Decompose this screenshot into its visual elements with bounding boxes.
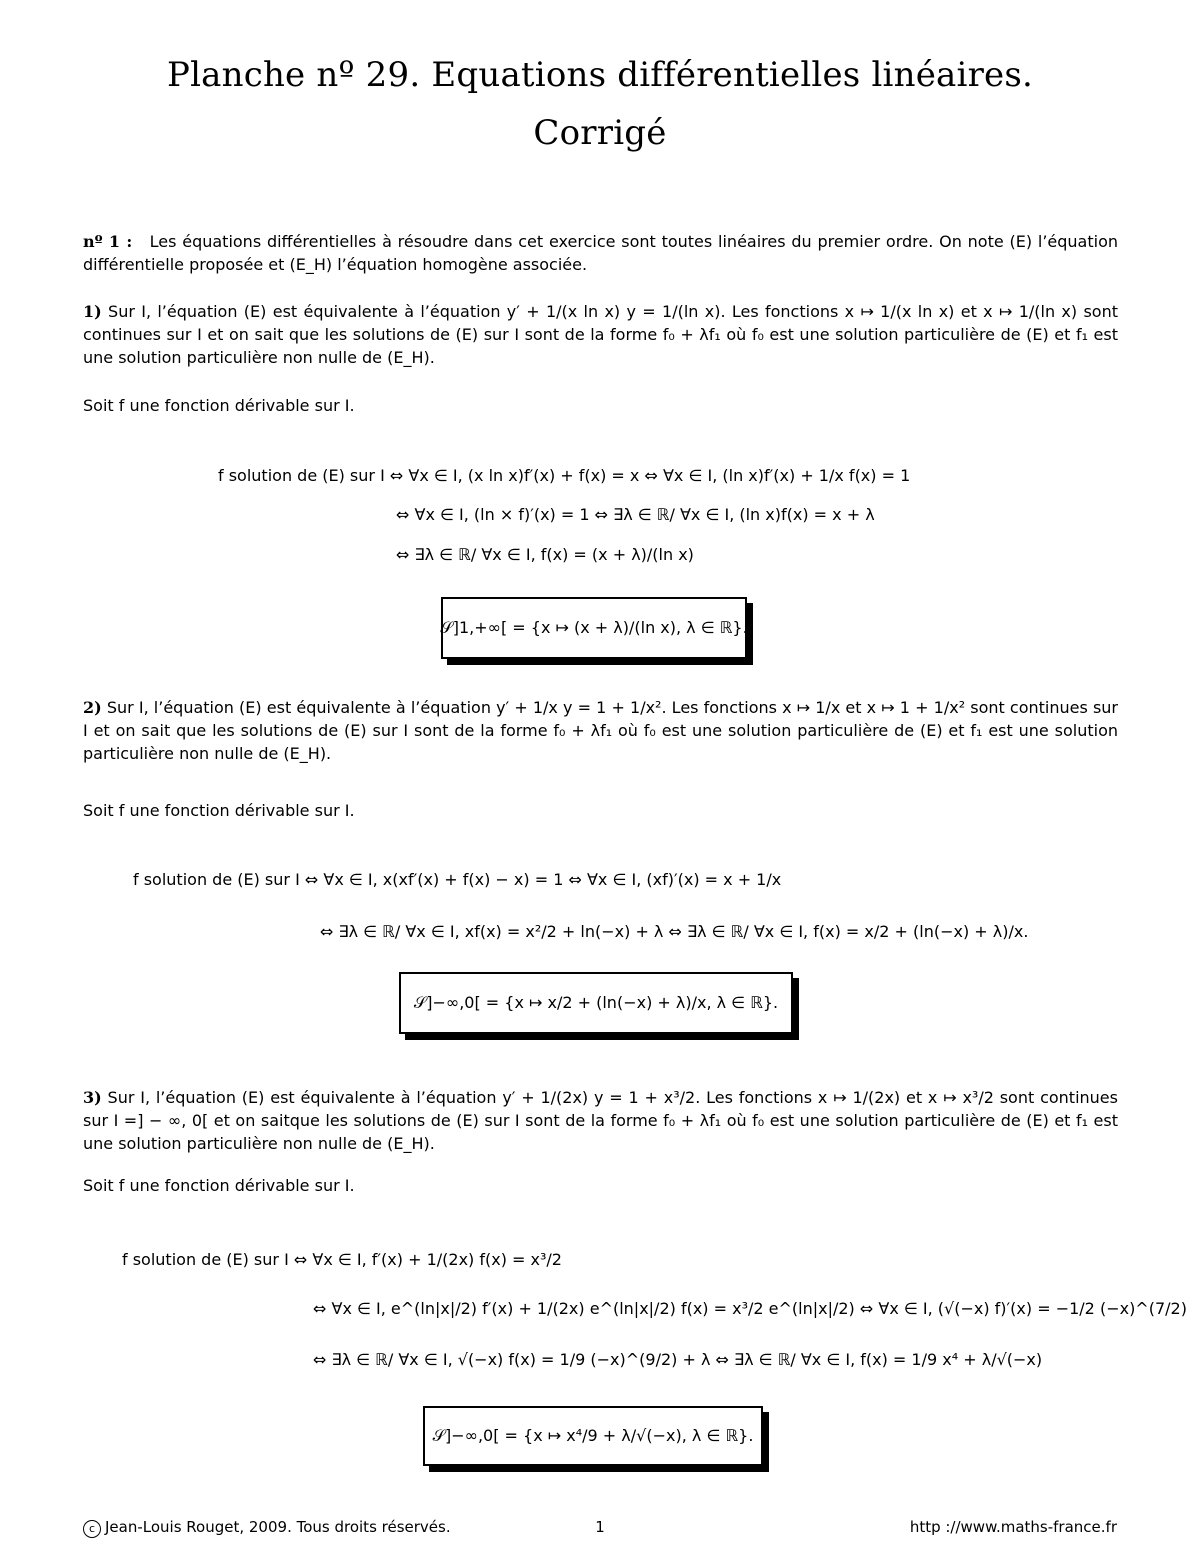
part2-paragraph [83,696,1118,765]
part3-equation-3: ⇔ ∃λ ∈ ℝ/ ∀x ∈ I, √(−x) f(x) = 1/9 (−x)^(9/2) + λ ⇔ ∃λ ∈ ℝ/ ∀x ∈ I, f(x) = 1/9 x⁴ + λ/√(−x) [313,1350,1043,1369]
part1-text: Sur I, l’équation (E) est équivalente à l’équation y′ + 1/(x ln x) y = 1/(ln x). Les fonctions x ↦ 1/(x ln x) et x ↦ 1/(ln x) sont continues sur I et on sait que les solutions de (E) sur I sont de la forme f₀ + λf₁ où f₀ est une solution particulière de (E) et f₁ est une solution particulière non nulle de (E_H). [83,302,1118,367]
exercise-number: nº 1 : [83,232,133,251]
part3-equation-2: ⇔ ∀x ∈ I, e^(ln|x|/2) f′(x) + 1/(2x) e^(ln|x|/2) f(x) = x³/2 e^(ln|x|/2) ⇔ ∀x ∈ I, (√(−x) f)′(x) = −1/2 (−x)^(7/2) [313,1299,1187,1318]
part3-paragraph [83,1086,1118,1155]
part1-boxed-text: 𝒮]1,+∞[ = {x ↦ (x + λ)/(ln x), λ ∈ ℝ}. [440,618,748,637]
intro-text: Les équations différentielles à résoudre dans cet exercice sont toutes linéaires du premier ordre. On note (E) l’équation différentielle proposée et (E_H) l’équation homogène associée. [83,232,1119,274]
part3-boxed-text: 𝒮]−∞,0[ = {x ↦ x⁴/9 + λ/√(−x), λ ∈ ℝ}. [432,1426,754,1445]
footer-copyright-text: Jean-Louis Rouget, 2009. Tous droits réservés. [105,1518,451,1536]
part2-equation-2: ⇔ ∃λ ∈ ℝ/ ∀x ∈ I, xf(x) = x²/2 + ln(−x) + λ ⇔ ∃λ ∈ ℝ/ ∀x ∈ I, f(x) = x/2 + (ln(−x) + λ)/x. [320,922,1029,941]
part3-text: Sur I, l’équation (E) est équivalente à l’équation y′ + 1/(2x) y = 1 + x³/2. Les fonctions x ↦ 1/(2x) et x ↦ x³/2 sont continues sur I =] − ∞, 0[ et on saitque les solutions de (E) sur I sont de la forme f₀ + λf₁ où f₀ est une solution particulière de (E) et f₁ est une solution particulière non nulle de (E_H). [83,1088,1118,1153]
part1-number: 1) [83,302,102,321]
intro-paragraph [83,230,1118,276]
part3-boxed-result [423,1406,763,1466]
part1-paragraph [83,300,1118,369]
part1-equation-3: ⇔ ∃λ ∈ ℝ/ ∀x ∈ I, f(x) = (x + λ)/(ln x) [396,545,694,564]
footer-website-link[interactable]: http ://www.maths-france.fr [909,1518,1117,1536]
part1-equation-1: f solution de (E) sur I ⇔ ∀x ∈ I, (x ln x)f′(x) + f(x) = x ⇔ ∀x ∈ I, (ln x)f′(x) + 1/x f(x) = 1 [218,466,911,485]
part2-boxed-result [399,972,793,1034]
part2-boxed-text: 𝒮]−∞,0[ = {x ↦ x/2 + (ln(−x) + λ)/x, λ ∈ ℝ}. [413,993,779,1012]
part3-soit: Soit f une fonction dérivable sur I. [83,1176,355,1195]
part3-equation-1: f solution de (E) sur I ⇔ ∀x ∈ I, f′(x) + 1/(2x) f(x) = x³/2 [122,1250,562,1269]
part2-number: 2) [83,698,102,717]
part2-equation-1: f solution de (E) sur I ⇔ ∀x ∈ I, x(xf′(x) + f(x) − x) = 1 ⇔ ∀x ∈ I, (xf)′(x) = x + 1/x [133,870,782,889]
part3-number: 3) [83,1088,102,1107]
copyright-icon: c [83,1520,101,1538]
part2-text: Sur I, l’équation (E) est équivalente à l’équation y′ + 1/x y = 1 + 1/x². Les fonctions x ↦ 1/x et x ↦ 1 + 1/x² sont continues sur I et on sait que les solutions de (E) sur I sont de la forme f₀ + λf₁ où f₀ est une solution particulière de (E) et f₁ est une solution particulière non nulle de (E_H). [83,698,1119,763]
part1-soit: Soit f une fonction dérivable sur I. [83,396,355,415]
page-subtitle: Corrigé [533,113,667,153]
part1-equation-2: ⇔ ∀x ∈ I, (ln × f)′(x) = 1 ⇔ ∃λ ∈ ℝ/ ∀x ∈ I, (ln x)f(x) = x + λ [396,505,875,524]
page-title: Planche nº 29. Equations différentielles linéaires. [167,55,1033,95]
part1-boxed-result [441,597,747,659]
footer-page-number: 1 [595,1518,605,1536]
part2-soit: Soit f une fonction dérivable sur I. [83,801,355,820]
